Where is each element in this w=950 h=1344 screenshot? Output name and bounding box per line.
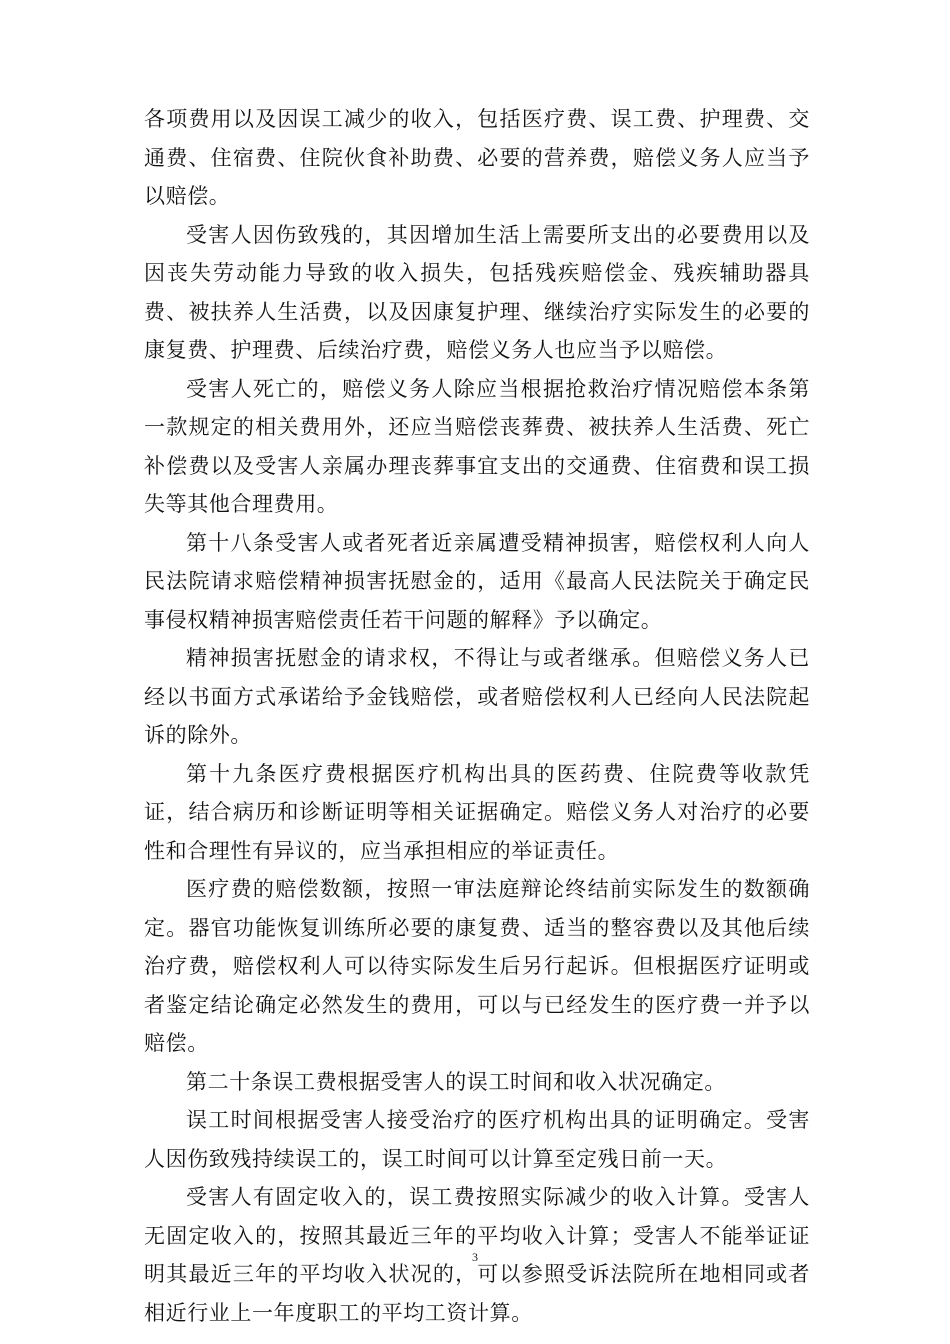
paragraph-4: 第十八条受害人或者死者近亲属遭受精神损害，赔偿权利人向人民法院请求赔偿精神损害抚慰金的，适用《最高人民法院关于确定民事侵权精神损害赔偿责任若干问题的解释》予以确定。 xyxy=(144,530,810,632)
paragraph-8: 第二十条误工费根据受害人的误工时间和收入状况确定。 xyxy=(186,1069,726,1094)
paragraph-6: 第十九条医疗费根据医疗机构出具的医药费、住院费等收款凭证，结合病历和诊断证明等相关证据确定。赔偿义务人对治疗的必要性和合理性有异议的，应当承担相应的举证责任。 xyxy=(144,761,810,863)
paragraph-2: 受害人因伤致残的，其因增加生活上需要所支出的必要费用以及因丧失劳动能力导致的收入损失，包括残疾赔偿金、残疾辅助器具费、被扶养人生活费，以及因康复护理、继续治疗实际发生的必要的康复费、护理费、后续治疗费，赔偿义务人也应当予以赔偿。 xyxy=(144,222,810,362)
paragraph-7: 医疗费的赔偿数额，按照一审法庭辩论终结前实际发生的数额确定。器官功能恢复训练所必要的康复费、适当的整容费以及其他后续治疗费，赔偿权利人可以待实际发生后另行起诉。但根据医疗证明或者鉴定结论确定必然发生的费用，可以与已经发生的医疗费一并予以赔偿。 xyxy=(144,877,810,1055)
paragraph-3: 受害人死亡的，赔偿义务人除应当根据抢救治疗情况赔偿本条第一款规定的相关费用外，还应当赔偿丧葬费、被扶养人生活费、死亡补偿费以及受害人亲属办理丧葬事宜支出的交通费、住宿费和误工损失等其他合理费用。 xyxy=(144,376,810,516)
page-number: 3 xyxy=(472,1250,478,1264)
paragraph-10: 受害人有固定收入的，误工费按照实际减少的收入计算。受害人无固定收入的，按照其最近三年的平均收入计算；受害人不能举证证明其最近三年的平均收入状况的，可以参照受诉法院所在地相同或者相近行业上一年度职工的平均工资计算。 xyxy=(144,1185,810,1325)
paragraph-5: 精神损害抚慰金的请求权，不得让与或者继承。但赔偿义务人已经以书面方式承诺给予金钱赔偿，或者赔偿权利人已经向人民法院起诉的除外。 xyxy=(144,646,810,747)
document-body xyxy=(144,100,810,1332)
paragraph-9: 误工时间根据受害人接受治疗的医疗机构出具的证明确定。受害人因伤致残持续误工的，误工时间可以计算至定残日前一天。 xyxy=(144,1108,810,1171)
paragraph-1: 各项费用以及因误工减少的收入，包括医疗费、误工费、护理费、交通费、住宿费、住院伙食补助费、必要的营养费，赔偿义务人应当予以赔偿。 xyxy=(144,107,810,208)
